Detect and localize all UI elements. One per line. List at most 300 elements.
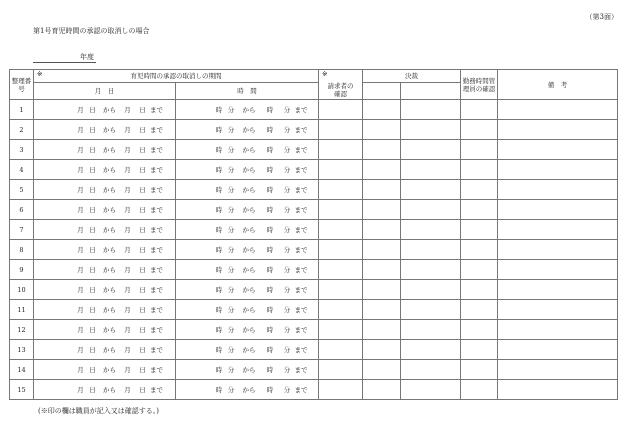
- manager-confirm-field[interactable]: [461, 340, 498, 360]
- row-number: 4: [10, 160, 34, 180]
- decision-field-2[interactable]: [401, 280, 461, 300]
- template-text: 時: [215, 265, 223, 274]
- template-text: から: [242, 285, 256, 294]
- template-text: まで: [150, 225, 163, 234]
- time-range-field[interactable]: [176, 260, 319, 280]
- template-text: 分: [283, 385, 291, 394]
- decision-field-1[interactable]: [363, 220, 401, 240]
- date-range-field[interactable]: [34, 260, 176, 280]
- decision-field-2[interactable]: [401, 340, 461, 360]
- template-text: 日: [139, 325, 146, 334]
- template-text: 分: [227, 325, 235, 334]
- remarks-field[interactable]: [498, 220, 618, 240]
- header-remarks: 備 考: [498, 70, 618, 100]
- remarks-field[interactable]: [498, 360, 618, 380]
- template-text: 日: [89, 105, 96, 114]
- template-text: 分: [283, 305, 291, 314]
- template-text: 分: [283, 325, 291, 334]
- template-text: まで: [294, 305, 308, 314]
- template-text: から: [103, 325, 116, 334]
- template-text: 分: [227, 145, 235, 154]
- template-text: 時: [266, 325, 274, 334]
- template-text: 時: [215, 285, 223, 294]
- template-text: から: [103, 225, 116, 234]
- mark-symbol: ※: [322, 70, 328, 78]
- template-text: 日: [139, 245, 146, 254]
- date-range-field[interactable]: [34, 220, 176, 240]
- row-number: 9: [10, 260, 34, 280]
- template-text: 日: [89, 305, 96, 314]
- template-text: 分: [283, 205, 291, 214]
- row-number: 14: [10, 360, 34, 380]
- time-range-field[interactable]: [176, 380, 319, 400]
- decision-field-1[interactable]: [363, 160, 401, 180]
- template-text: 分: [283, 105, 291, 114]
- template-text: 分: [283, 265, 291, 274]
- table-row: [10, 180, 618, 200]
- template-text: まで: [294, 325, 308, 334]
- date-range-field[interactable]: [34, 280, 176, 300]
- form-title: 第1号育児時間の承認の取消しの場合: [33, 27, 150, 35]
- decision-field-1[interactable]: [363, 260, 401, 280]
- requester-confirm-field[interactable]: [319, 120, 363, 140]
- manager-confirm-field[interactable]: [461, 320, 498, 340]
- template-text: 日: [89, 265, 96, 274]
- remarks-field[interactable]: [498, 100, 618, 120]
- template-text: 時: [215, 225, 223, 234]
- template-text: 分: [227, 225, 235, 234]
- row-number: 1: [10, 100, 34, 120]
- date-range-field[interactable]: [34, 240, 176, 260]
- template-text: から: [103, 285, 116, 294]
- template-text: 日: [139, 225, 146, 234]
- template-text: 日: [89, 385, 96, 394]
- template-text: 時: [266, 345, 274, 354]
- template-text: 時: [266, 305, 274, 314]
- table-row: [10, 280, 618, 300]
- template-text: 日: [89, 345, 96, 354]
- template-text: 時: [215, 385, 223, 394]
- decision-field-1[interactable]: [363, 140, 401, 160]
- template-text: 月: [77, 325, 84, 334]
- template-text: 日: [139, 205, 146, 214]
- requester-confirm-field[interactable]: [319, 200, 363, 220]
- template-text: 月: [124, 205, 131, 214]
- header-number: 整理番号: [10, 70, 34, 100]
- template-text: から: [103, 365, 116, 374]
- template-text: 時: [215, 165, 223, 174]
- template-text: 分: [227, 205, 235, 214]
- time-range-field[interactable]: [176, 220, 319, 240]
- template-text: 日: [89, 365, 96, 374]
- template-text: 月: [77, 345, 84, 354]
- table-row: [10, 340, 618, 360]
- template-text: 日: [89, 245, 96, 254]
- decision-field-1[interactable]: [363, 280, 401, 300]
- template-text: から: [242, 105, 256, 114]
- template-text: まで: [150, 285, 163, 294]
- template-text: 分: [283, 145, 291, 154]
- manager-confirm-field[interactable]: [461, 120, 498, 140]
- date-range-field[interactable]: [34, 380, 176, 400]
- row-number: 3: [10, 140, 34, 160]
- manager-confirm-field[interactable]: [461, 220, 498, 240]
- decision-field-2[interactable]: [401, 140, 461, 160]
- template-text: から: [103, 145, 116, 154]
- decision-field-1[interactable]: [363, 320, 401, 340]
- template-text: 日: [139, 165, 146, 174]
- template-text: から: [242, 165, 256, 174]
- decision-field-2[interactable]: [401, 160, 461, 180]
- template-text: 月: [77, 185, 84, 194]
- table-row: [10, 260, 618, 280]
- date-range-field[interactable]: [34, 320, 176, 340]
- decision-field-2[interactable]: [401, 260, 461, 280]
- manager-confirm-field[interactable]: [461, 140, 498, 160]
- template-text: 月: [124, 165, 131, 174]
- date-range-field[interactable]: [34, 300, 176, 320]
- decision-field-1[interactable]: [363, 300, 401, 320]
- template-text: まで: [294, 285, 308, 294]
- remarks-field[interactable]: [498, 280, 618, 300]
- time-range-field[interactable]: [176, 320, 319, 340]
- template-text: 日: [89, 185, 96, 194]
- template-text: 時: [266, 165, 274, 174]
- template-text: 時: [215, 105, 223, 114]
- template-text: 月: [124, 345, 131, 354]
- remarks-field[interactable]: [498, 160, 618, 180]
- template-text: 日: [139, 305, 146, 314]
- decision-field-2[interactable]: [401, 120, 461, 140]
- manager-confirm-field[interactable]: [461, 180, 498, 200]
- template-text: 日: [139, 365, 146, 374]
- template-text: 分: [283, 225, 291, 234]
- template-text: 時: [215, 205, 223, 214]
- template-text: 分: [227, 265, 235, 274]
- row-number: 5: [10, 180, 34, 200]
- template-text: から: [242, 245, 256, 254]
- template-text: 分: [283, 125, 291, 134]
- template-text: 日: [139, 185, 146, 194]
- template-text: 分: [283, 365, 291, 374]
- row-number: 12: [10, 320, 34, 340]
- template-text: 時: [266, 105, 274, 114]
- template-text: 月: [124, 145, 131, 154]
- template-text: から: [242, 145, 256, 154]
- table-row: [10, 120, 618, 140]
- cancellation-table: [9, 69, 618, 400]
- fiscal-year-field[interactable]: [33, 62, 96, 63]
- template-text: 日: [139, 145, 146, 154]
- manager-confirm-field[interactable]: [461, 280, 498, 300]
- template-text: 日: [89, 165, 96, 174]
- requester-confirm-field[interactable]: [319, 180, 363, 200]
- remarks-field[interactable]: [498, 180, 618, 200]
- date-range-field[interactable]: [34, 120, 176, 140]
- decision-cell-2: [401, 83, 461, 100]
- decision-field-2[interactable]: [401, 220, 461, 240]
- template-text: 日: [89, 145, 96, 154]
- time-range-field[interactable]: [176, 300, 319, 320]
- template-text: 日: [89, 205, 96, 214]
- date-range-field[interactable]: [34, 100, 176, 120]
- template-text: から: [103, 345, 116, 354]
- template-text: まで: [294, 205, 308, 214]
- template-text: 時: [266, 365, 274, 374]
- time-range-field[interactable]: [176, 140, 319, 160]
- date-range-field[interactable]: [34, 140, 176, 160]
- remarks-field[interactable]: [498, 140, 618, 160]
- template-text: 時: [266, 245, 274, 254]
- manager-confirm-field[interactable]: [461, 100, 498, 120]
- template-text: から: [103, 245, 116, 254]
- template-text: から: [242, 225, 256, 234]
- decision-field-2[interactable]: [401, 380, 461, 400]
- template-text: 月: [124, 185, 131, 194]
- remarks-field[interactable]: [498, 380, 618, 400]
- requester-confirm-field[interactable]: [319, 140, 363, 160]
- decision-field-2[interactable]: [401, 320, 461, 340]
- template-text: まで: [294, 165, 308, 174]
- template-text: まで: [150, 185, 163, 194]
- manager-confirm-field[interactable]: [461, 360, 498, 380]
- template-text: まで: [150, 345, 163, 354]
- template-text: から: [103, 185, 116, 194]
- remarks-field[interactable]: [498, 120, 618, 140]
- template-text: から: [242, 385, 256, 394]
- template-text: 月: [77, 145, 84, 154]
- template-text: 日: [139, 125, 146, 134]
- time-range-field[interactable]: [176, 100, 319, 120]
- template-text: まで: [294, 225, 308, 234]
- template-text: まで: [294, 125, 308, 134]
- template-text: 分: [227, 285, 235, 294]
- template-text: まで: [150, 305, 163, 314]
- template-text: 月: [124, 285, 131, 294]
- row-number: 7: [10, 220, 34, 240]
- template-text: 分: [283, 345, 291, 354]
- template-text: 分: [227, 365, 235, 374]
- template-text: から: [242, 125, 256, 134]
- time-range-field[interactable]: [176, 240, 319, 260]
- remarks-field[interactable]: [498, 200, 618, 220]
- remarks-field[interactable]: [498, 300, 618, 320]
- template-text: 分: [227, 245, 235, 254]
- row-number: 6: [10, 200, 34, 220]
- decision-field-1[interactable]: [363, 340, 401, 360]
- template-text: 時: [266, 185, 274, 194]
- requester-confirm-field[interactable]: [319, 240, 363, 260]
- template-text: 月: [124, 125, 131, 134]
- template-text: まで: [150, 205, 163, 214]
- requester-confirm-field[interactable]: [319, 300, 363, 320]
- template-text: 時: [215, 345, 223, 354]
- template-text: 日: [139, 385, 146, 394]
- time-range-field[interactable]: [176, 340, 319, 360]
- template-text: まで: [150, 365, 163, 374]
- template-text: まで: [150, 165, 163, 174]
- requester-confirm-field[interactable]: [319, 360, 363, 380]
- template-text: まで: [150, 125, 163, 134]
- decision-field-1[interactable]: [363, 380, 401, 400]
- template-text: 時: [215, 185, 223, 194]
- template-text: 分: [227, 105, 235, 114]
- manager-confirm-field[interactable]: [461, 300, 498, 320]
- template-text: 月: [124, 305, 131, 314]
- template-text: 日: [89, 325, 96, 334]
- template-text: 日: [89, 285, 96, 294]
- time-range-field[interactable]: [176, 360, 319, 380]
- manager-confirm-field[interactable]: [461, 200, 498, 220]
- template-text: まで: [294, 245, 308, 254]
- template-text: まで: [294, 365, 308, 374]
- row-number: 10: [10, 280, 34, 300]
- date-range-field[interactable]: [34, 160, 176, 180]
- manager-confirm-field[interactable]: [461, 160, 498, 180]
- fiscal-year-label: 年度: [80, 53, 94, 61]
- template-text: から: [242, 305, 256, 314]
- template-text: 時: [215, 145, 223, 154]
- template-text: 月: [77, 245, 84, 254]
- template-text: から: [103, 125, 116, 134]
- manager-confirm-field[interactable]: [461, 380, 498, 400]
- header-manager: 勤務時間管理員の確認: [461, 70, 498, 100]
- template-text: から: [103, 265, 116, 274]
- template-text: まで: [150, 105, 163, 114]
- template-text: 時: [266, 285, 274, 294]
- template-text: まで: [150, 245, 163, 254]
- table-row: [10, 200, 618, 220]
- template-text: 日: [89, 225, 96, 234]
- template-text: まで: [294, 105, 308, 114]
- decision-field-2[interactable]: [401, 200, 461, 220]
- template-text: 分: [283, 185, 291, 194]
- template-text: 分: [227, 305, 235, 314]
- template-text: から: [242, 265, 256, 274]
- time-range-field[interactable]: [176, 280, 319, 300]
- template-text: 日: [139, 265, 146, 274]
- remarks-field[interactable]: [498, 260, 618, 280]
- decision-field-1[interactable]: [363, 120, 401, 140]
- time-range-field[interactable]: [176, 160, 319, 180]
- requester-confirm-field[interactable]: [319, 260, 363, 280]
- table-row: [10, 160, 618, 180]
- template-text: 月: [77, 285, 84, 294]
- template-text: 月: [77, 205, 84, 214]
- row-number: 13: [10, 340, 34, 360]
- requester-confirm-field[interactable]: [319, 380, 363, 400]
- table-row: [10, 100, 618, 120]
- template-text: 月: [124, 105, 131, 114]
- template-text: 時: [215, 245, 223, 254]
- decision-field-1[interactable]: [363, 180, 401, 200]
- template-text: 分: [227, 385, 235, 394]
- table-row: [10, 300, 618, 320]
- manager-confirm-field[interactable]: [461, 240, 498, 260]
- template-text: まで: [294, 345, 308, 354]
- remarks-field[interactable]: [498, 240, 618, 260]
- decision-field-2[interactable]: [401, 100, 461, 120]
- decision-field-2[interactable]: [401, 360, 461, 380]
- decision-field-2[interactable]: [401, 240, 461, 260]
- template-text: 月: [124, 325, 131, 334]
- row-number: 2: [10, 120, 34, 140]
- time-range-field[interactable]: [176, 120, 319, 140]
- template-text: 月: [77, 265, 84, 274]
- template-text: 日: [89, 125, 96, 134]
- template-text: まで: [294, 265, 308, 274]
- template-text: まで: [150, 265, 163, 274]
- template-text: 日: [139, 345, 146, 354]
- decision-field-1[interactable]: [363, 360, 401, 380]
- template-text: 月: [77, 305, 84, 314]
- date-range-field[interactable]: [34, 340, 176, 360]
- template-text: 月: [124, 225, 131, 234]
- date-range-field[interactable]: [34, 360, 176, 380]
- template-text: 分: [227, 165, 235, 174]
- decision-field-1[interactable]: [363, 240, 401, 260]
- time-range-field[interactable]: [176, 180, 319, 200]
- decision-field-1[interactable]: [363, 200, 401, 220]
- header-date: 月 日: [34, 83, 176, 100]
- template-text: 時: [266, 385, 274, 394]
- date-range-field[interactable]: [34, 200, 176, 220]
- template-text: 月: [77, 165, 84, 174]
- table-row: [10, 320, 618, 340]
- requester-confirm-field[interactable]: [319, 160, 363, 180]
- manager-confirm-field[interactable]: [461, 260, 498, 280]
- requester-confirm-field[interactable]: [319, 220, 363, 240]
- row-number: 11: [10, 300, 34, 320]
- template-text: 時: [266, 145, 274, 154]
- date-range-field[interactable]: [34, 180, 176, 200]
- row-number: 15: [10, 380, 34, 400]
- table-row: [10, 220, 618, 240]
- template-text: から: [103, 385, 116, 394]
- footer-note: (※印の欄は職員が記入又は確認する。): [38, 407, 159, 415]
- requester-confirm-field[interactable]: [319, 340, 363, 360]
- remarks-field[interactable]: [498, 340, 618, 360]
- template-text: 日: [139, 105, 146, 114]
- template-text: 時: [266, 225, 274, 234]
- table-row: [10, 380, 618, 400]
- template-text: 分: [227, 125, 235, 134]
- template-text: から: [103, 205, 116, 214]
- header-period: 育児時間の承認の取消しの期間: [130, 72, 222, 80]
- decision-field-1[interactable]: [363, 100, 401, 120]
- template-text: 分: [227, 345, 235, 354]
- table-row: [10, 140, 618, 160]
- template-text: 時: [266, 125, 274, 134]
- template-text: から: [242, 205, 256, 214]
- template-text: 分: [227, 185, 235, 194]
- time-range-field[interactable]: [176, 200, 319, 220]
- decision-field-2[interactable]: [401, 300, 461, 320]
- decision-field-2[interactable]: [401, 180, 461, 200]
- template-text: から: [103, 305, 116, 314]
- requester-confirm-field[interactable]: [319, 100, 363, 120]
- template-text: 月: [77, 225, 84, 234]
- header-requester: 請求者の確認: [327, 82, 354, 98]
- remarks-field[interactable]: [498, 320, 618, 340]
- requester-confirm-field[interactable]: [319, 320, 363, 340]
- template-text: まで: [294, 185, 308, 194]
- template-text: 時: [266, 265, 274, 274]
- template-text: 月: [124, 385, 131, 394]
- template-text: 日: [139, 285, 146, 294]
- decision-cell-1: [363, 83, 401, 100]
- requester-confirm-field[interactable]: [319, 280, 363, 300]
